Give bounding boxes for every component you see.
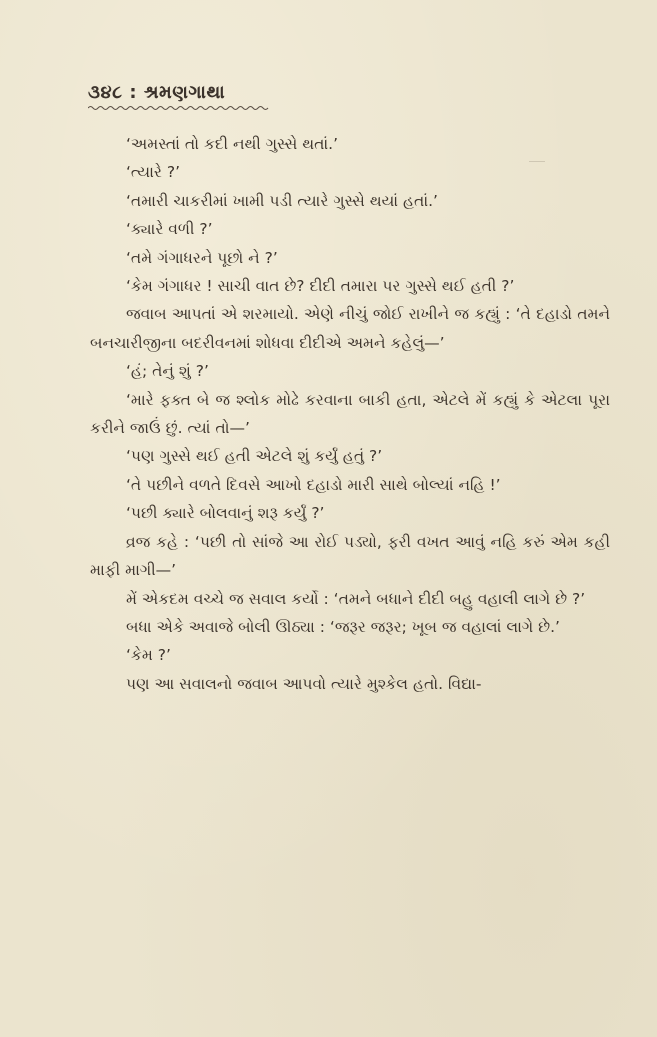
page-number: ૩૪૮ <box>88 82 123 103</box>
paragraph: ‘અમસ્તાં તો કદી નથી ગુસ્સે થતાં.’ <box>126 135 339 153</box>
paragraph: પણ આ સવાલનો જવાબ આપવો ત્યારે મુશ્કેલ હતો. વિદ્યા- <box>126 674 482 693</box>
paragraph: ‘ત્યારે ?’ <box>126 163 180 182</box>
paragraph: ‘તે પછીને વળતે દિવસે આખો દહાડો મારી સાથે બોલ્યાં નહિ !’ <box>126 475 501 494</box>
paragraph: ‘પછી ક્યારે બોલવાનું શરૂ કર્યું ?’ <box>126 504 325 523</box>
paragraph: ‘હં; તેનું શું ?’ <box>126 362 209 381</box>
running-header <box>88 82 225 103</box>
paragraph: ‘તમારી ચાકરીમાં ખામી પડી ત્યારે ગુસ્સે થયાં હતાં.’ <box>126 191 438 210</box>
paragraph: વ્રજ કહે : ‘પછી તો સાંજે આ રોઈ પડ્યો, ફરી વખત આવું નહિ કરું એમ કહી માફી માગી—’ <box>90 532 610 580</box>
paragraph: જવાબ આપતાં એ શરમાયો. એણે નીચું જોઈ રાખીને જ કહ્યું : ‘તે દહાડો તમને બનચારીજીના બદરીવનમાં શોધવા દીદીએ અમને કહેલું—’ <box>90 305 610 352</box>
paragraph: બધા એકે અવાજે બોલી ઊઠ્યા : ‘જરૂર જરૂર; ખૂબ જ વહાલાં લાગે છે.’ <box>126 617 560 636</box>
header-wavy-rule <box>88 105 270 111</box>
paragraph: ‘કેમ ?’ <box>126 646 171 665</box>
paragraph: ‘ક્યારે વળી ?’ <box>126 220 213 239</box>
book-title: શ્રમણગાથા <box>143 82 226 103</box>
paragraph: ‘કેમ ગંગાધર ! સાચી વાત છે? દીદી તમારા પર ગુસ્સે થઈ હતી ?’ <box>126 277 515 296</box>
paragraph: મેં એકદમ વચ્ચે જ સવાલ કર્યો : ‘તમને બધાને દીદી બહુ વહાલી લાગે છે ?’ <box>126 589 586 608</box>
paragraph: ‘પણ ગુસ્સે થઈ હતી એટલે શું કર્યું હતું ?’ <box>126 447 383 466</box>
paragraph: ‘તમે ગંગાધરને પૂછો ને ?’ <box>126 248 278 267</box>
paragraph: ‘મારે ફક્ત બે જ શ્લોક મોઢે કરવાના બાકી હતા, એટલે મેં કહ્યું કે એટલા પૂરા કરીને જાઉં છું. ત્યાં તો—’ <box>90 390 610 438</box>
body-text <box>90 130 610 698</box>
header-separator: : <box>129 82 138 103</box>
